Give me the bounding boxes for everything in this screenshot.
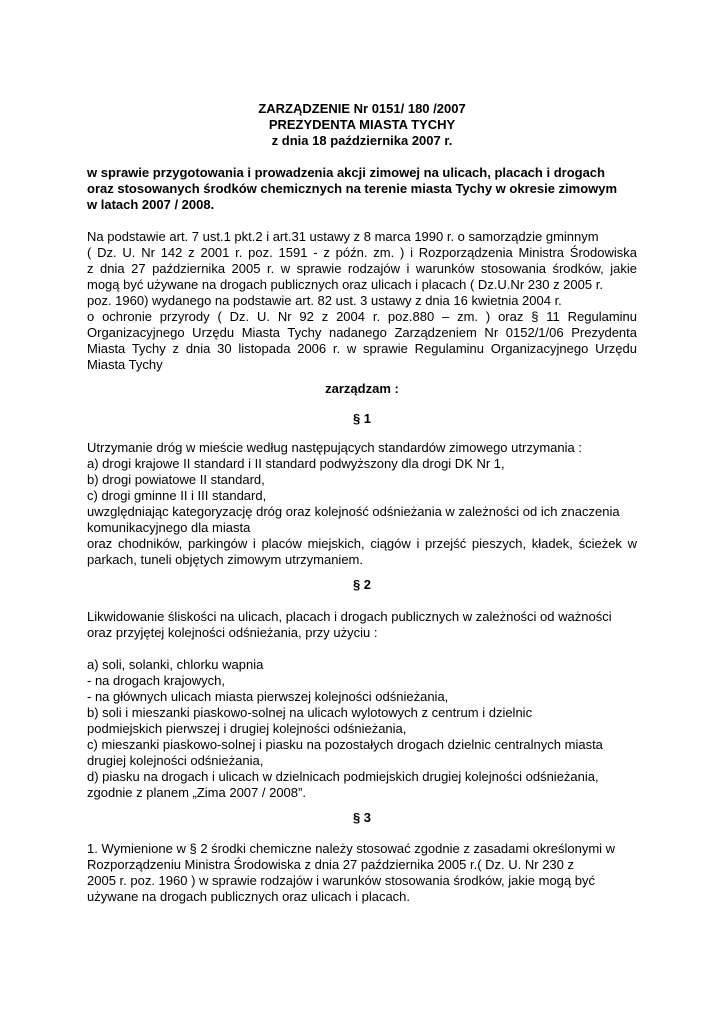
document-issuer: PREZYDENTA MIASTA TYCHY: [268, 117, 456, 132]
section-1-line: uwzględniając kategoryzację dróg oraz kolejność odśnieżania w zależności od ich znaczenia: [87, 504, 620, 519]
section-2-item: drugiej kolejności odśnieżania,: [87, 753, 264, 768]
section-1-line: a) drogi krajowe II standard i II standard podwyższony dla drogi DK Nr 1,: [87, 456, 505, 471]
section-1-line: komunikacyjnego dla miasta: [87, 520, 251, 535]
section-2-item: zgodnie z planem „Zima 2007 / 2008”.: [87, 785, 306, 800]
section-2-item: c) mieszanki piaskowo-solnej i piasku na pozostałych drogach dzielnic centralnych miasta: [87, 737, 603, 752]
section-2-heading: § 2: [352, 577, 372, 592]
section-1-line: parkach, tuneli objętych zimowym utrzymaniem.: [87, 552, 363, 567]
document-date: z dnia 18 października 2007 r.: [271, 133, 453, 148]
section-2-intro: Likwidowanie śliskości na ulicach, placach i drogach publicznych w zależności od ważności: [87, 609, 612, 624]
section-2-item: - na głównych ulicach miasta pierwszej kolejności odśnieżania,: [87, 689, 449, 704]
section-2-item: a) soli, solanki, chlorku wapnia: [87, 657, 264, 672]
section-1-heading: § 1: [352, 411, 372, 426]
legal-basis-line: Na podstawie art. 7 ust.1 pkt.2 i art.31 ustawy z 8 marca 1990 r. o samorządzie gminnym: [87, 229, 599, 244]
legal-basis-line: mogą być używane na drogach publicznych oraz ulicach i placach ( Dz.U.Nr 230 z 2005 r.: [87, 277, 603, 292]
subject-line: oraz stosowanych środków chemicznych na terenie miasta Tychy w okresie zimowym: [87, 181, 618, 196]
legal-basis-line: Miasta Tychy: [87, 357, 163, 372]
subject-line: w latach 2007 / 2008.: [87, 197, 215, 212]
legal-basis-line: z dnia 27 października 2005 r. w sprawie rodzajów i warunków stosowania środków, jakie: [87, 261, 637, 276]
section-2-item: d) piasku na drogach i ulicach w dzielnicach podmiejskich drugiej kolejności odśnieżania,: [87, 769, 599, 784]
legal-basis-line: poz. 1960) wydanego na podstawie art. 82 ust. 3 ustawy z dnia 16 kwietnia 2004 r.: [87, 293, 562, 308]
subject-line: w sprawie przygotowania i prowadzenia akcji zimowej na ulicach, placach i drogach: [87, 165, 605, 180]
section-2-item: - na drogach krajowych,: [87, 673, 226, 688]
section-3-line: 2005 r. poz. 1960 ) w sprawie rodzajów i warunków stosowania środków, jakie mogą być: [87, 873, 595, 888]
legal-basis-line: o ochronie przyrody ( Dz. U. Nr 92 z 2004 r. poz.880 – zm. ) oraz § 11 Regulaminu: [87, 309, 637, 324]
document-title: ZARZĄDZENIE Nr 0151/ 180 /2007: [258, 101, 466, 116]
legal-basis-line: ( Dz. U. Nr 142 z 2001 r. poz. 1591 - z późn. zm. ) i Rozporządzenia Ministra Środowiska: [87, 245, 637, 260]
section-1-line: oraz chodników, parkingów i placów miejskich, ciągów i przejść pieszych, kładek, ścieżek w: [87, 536, 637, 551]
legal-basis-line: Organizacyjnego Urzędu Miasta Tychy nadanego Zarządzeniem Nr 0152/1/06 Prezydenta: [87, 325, 637, 340]
section-1-line: b) drogi powiatowe II standard,: [87, 472, 265, 487]
section-3-line: używane na drogach publicznych oraz ulicach i placach.: [87, 889, 411, 904]
section-3-heading: § 3: [352, 810, 372, 825]
section-1-line: Utrzymanie dróg w mieście według następujących standardów zimowego utrzymania :: [87, 440, 582, 455]
section-1-line: c) drogi gminne II i III standard,: [87, 488, 267, 503]
decree-word: zarządzam :: [325, 381, 399, 396]
section-3-line: 1. Wymienione w § 2 środki chemiczne należy stosować zgodnie z zasadami określonymi w: [87, 841, 616, 856]
section-2-intro: oraz przyjętej kolejności odśnieżania, przy użyciu :: [87, 625, 378, 640]
legal-basis-line: Miasta Tychy z dnia 30 listopada 2006 r. w sprawie Regulaminu Organizacyjnego Urzędu: [87, 341, 637, 356]
section-2-item: b) soli i mieszanki piaskowo-solnej na ulicach wylotowych z centrum i dzielnic: [87, 705, 533, 720]
section-2-item: podmiejskich pierwszej i drugiej kolejności odśnieżania,: [87, 721, 407, 736]
section-3-line: Rozporządzeniu Ministra Środowiska z dnia 27 października 2005 r.( Dz. U. Nr 230 z: [87, 857, 575, 872]
